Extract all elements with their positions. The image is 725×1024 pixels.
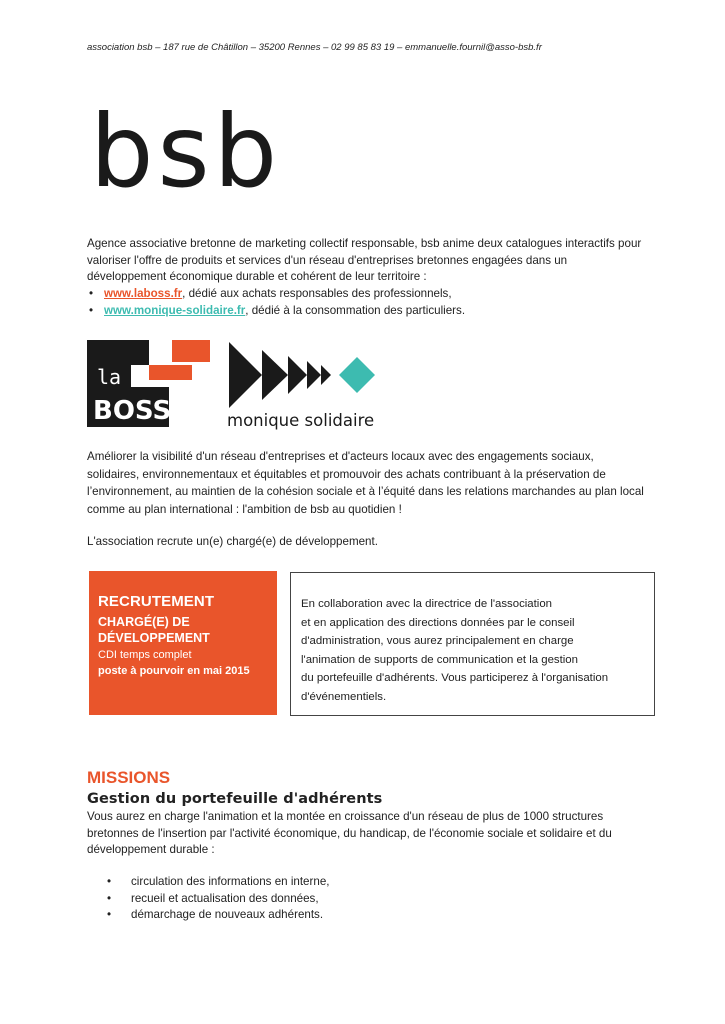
description-line: En collaboration avec la directrice de l'association — [301, 598, 553, 610]
recruitment-title: RECRUTEMENT — [98, 593, 215, 610]
contract-type: CDI temps complet — [98, 649, 192, 661]
laboss-link[interactable]: www.laboss.fr — [104, 287, 183, 300]
list-item — [87, 303, 647, 320]
recruiting-paragraph: L'association recrute un(e) chargé(e) de développement. — [87, 535, 378, 548]
monique-link[interactable]: www.monique-solidaire.fr — [104, 303, 246, 317]
monique-logo-text: monique solidaire — [227, 411, 375, 430]
laboss-logo-line1: la — [97, 365, 122, 389]
job-description — [301, 595, 651, 707]
start-date: poste à pourvoir en mai 2015 — [98, 665, 250, 677]
bsb-logo — [90, 93, 282, 210]
position-title-line1: CHARGÉ(E) DE — [98, 615, 190, 629]
monique-description: , dédié à la consommation des particuliers. — [245, 303, 466, 317]
missions-subheading: Gestion du portefeuille d'adhérents — [87, 791, 383, 807]
list-item: • recueil et actualisation des données, — [87, 891, 627, 908]
description-line: l'animation de supports de communication et la gestion — [301, 653, 578, 666]
list-item — [87, 286, 647, 303]
catalog-list — [87, 286, 647, 319]
job-description-box — [290, 572, 655, 716]
bsb-logo-text: bsb — [90, 93, 282, 210]
description-line: du portefeuille d'adhérents. Vous participerez à l'organisation — [301, 672, 609, 685]
laboss-logo-line2: BOSS — [93, 396, 172, 426]
laboss-description: , dédié aux achats responsables des professionnels, — [182, 287, 452, 300]
intro-paragraph: Agence associative bretonne de marketing collectif responsable, bsb anime deux catalogues interactifs pour valoriser l'offre de produits et services d'un réseau d'entreprises bretonnes engagées dans un développement économique durable et cohérent de leur territoire : — [87, 237, 642, 284]
list-item: • circulation des informations en interne, — [87, 874, 627, 891]
description-line: d'administration, vous aurez principalement en charge — [301, 635, 574, 648]
missions-paragraph: Vous aurez en charge l'animation et la montée en croissance d'un réseau de plus de 1000 structures bretonnes de l'insertion par l'activité économique, du handicap, de l'économie sociale et solidaire et du développement durable : — [87, 810, 612, 857]
list-item: • démarchage de nouveaux adhérents. — [87, 907, 627, 924]
header-contact-line: association bsb – 187 rue de Châtillon – 35200 Rennes – 02 99 85 83 19 – emmanuelle.fournil@asso-bsb.fr — [87, 42, 542, 53]
partner-logos — [87, 340, 397, 435]
laboss-logo — [87, 340, 210, 427]
recruitment-card — [89, 571, 277, 715]
ambition-paragraph: Améliorer la visibilité d'un réseau d'entreprises et d'acteurs locaux avec des engagements sociaux, solidaires, environnementaux et équitables et promouvoir des achats contribuant à la préservation de l’environnement, au maintien de la cohésion sociale et à l’équité dans les relations marchandes au plan local comme au plan international : l'ambition de bsb au quotidien ! — [87, 450, 644, 516]
missions-list — [87, 874, 627, 924]
missions-heading: MISSIONS — [87, 768, 171, 787]
description-line: et en application des directions données par le conseil — [301, 616, 575, 629]
position-title-line2: DÉVELOPPEMENT — [98, 631, 210, 645]
monique-solidaire-logo — [227, 342, 375, 430]
description-line: d'événementiels. — [301, 690, 387, 703]
